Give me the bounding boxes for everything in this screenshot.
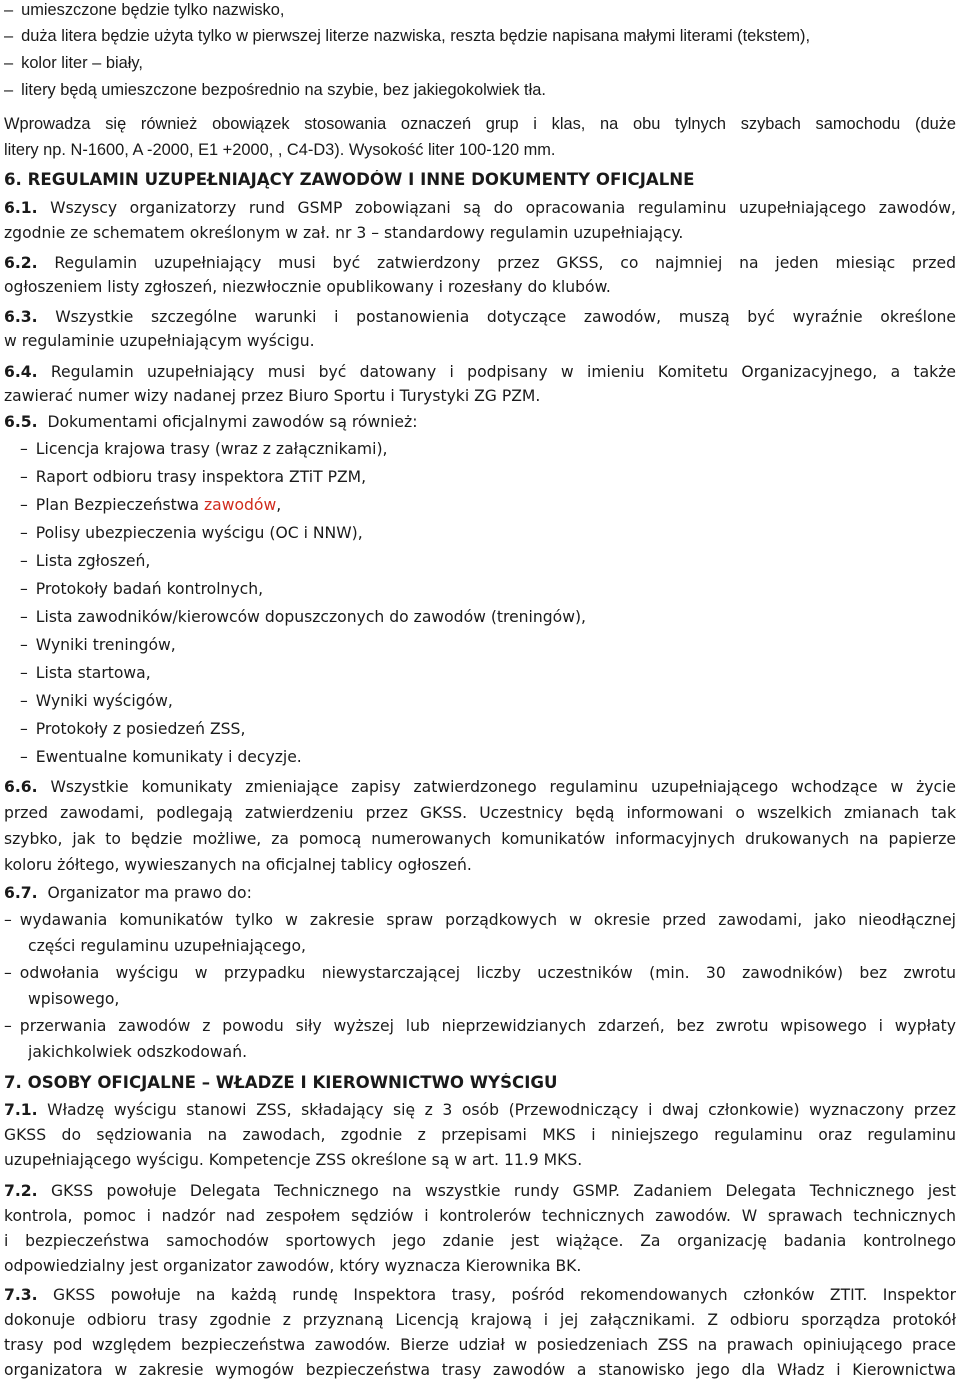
- dash-bullet: –: [20, 440, 28, 458]
- dash-bullet: –: [20, 664, 28, 682]
- list-item: [20, 523, 956, 543]
- highlighted-word: zawodów: [203, 496, 277, 514]
- list-item: [4, 80, 956, 100]
- paragraph-number: 6.3.: [4, 308, 38, 326]
- paragraph-line: trasy pod względem bezpieczeństwa zawodów. Bierze udział w posiedzeniach ZSS na prawach opiniującego prace: [4, 1336, 956, 1354]
- paragraph-line: [4, 253, 956, 273]
- list-item-text: Lista zawodników/kierowców dopuszczonych do zawodów (treningów),: [35, 608, 587, 626]
- paragraph-number: 6.6.: [4, 778, 38, 796]
- list-item-text: Lista startowa,: [35, 664, 151, 682]
- list-item: [4, 1016, 956, 1036]
- list-item: [20, 467, 956, 487]
- paragraph-text: Wszyscy organizatorzy rund GSMP zobowiązani są do opracowania regulaminu uzupełniającego zawodów,: [50, 199, 956, 217]
- list-item: [20, 439, 956, 459]
- dash-bullet: –: [4, 964, 12, 982]
- dash-bullet: –: [20, 692, 28, 710]
- list-item: [20, 747, 956, 767]
- paragraph-line: dokonuje odbioru trasy zgodnie z przyznaną Licencją krajową i jej załącznikami. Z odbioru sporządza protokół: [4, 1311, 956, 1329]
- list-item-text: Wyniki treningów,: [35, 636, 176, 654]
- paragraph-line: GKSS do sędziowania na zawodach, zgodnie z przepisami MKS i niniejszego regulaminu oraz regulaminu: [4, 1126, 956, 1144]
- list-item-suffix: ,: [276, 496, 282, 514]
- paragraph-number: 7.2.: [4, 1182, 38, 1200]
- list-item-text: odwołania wyścigu w przypadku niewystarczającej liczby uczestników (min. 30 zawodników) bez zwrotu: [19, 964, 956, 982]
- list-item: [4, 26, 956, 46]
- list-item: [20, 495, 956, 515]
- dash-bullet: –: [20, 608, 28, 626]
- list-item: [20, 691, 956, 711]
- list-item-text: Ewentualne komunikaty i decyzje.: [35, 748, 302, 766]
- paragraph-line: [4, 362, 956, 382]
- list-item-continuation: części regulaminu uzupełniającego,: [28, 937, 307, 955]
- list-item: [4, 53, 956, 73]
- paragraph-line: w regulaminie uzupełniającym wyścigu.: [4, 332, 315, 350]
- paragraph-line: ogłoszeniem listy zgłoszeń, niezwłocznie opublikowany i rozesłany do klubów.: [4, 278, 611, 296]
- list-item: [20, 635, 956, 655]
- paragraph-line: koloru żółtego, wywieszanych na oficjalnej tablicy ogłoszeń.: [4, 856, 472, 874]
- list-item: [4, 963, 956, 983]
- list-item: [20, 579, 956, 599]
- list-item-text: Wyniki wyścigów,: [35, 692, 173, 710]
- list-item-text: Protokoły badań kontrolnych,: [35, 580, 264, 598]
- dash-bullet: –: [20, 720, 28, 738]
- paragraph-text: Wszystkie szczególne warunki i postanowienia dotyczące zawodów, muszą być wyraźnie określone: [55, 308, 956, 326]
- list-item-text: kolor liter – biały,: [21, 54, 143, 72]
- list-item-text: Lista zgłoszeń,: [35, 552, 151, 570]
- list-item-text: Polisy ubezpieczenia wyścigu (OC i NNW),: [35, 524, 363, 542]
- dash-bullet: –: [4, 81, 14, 99]
- paragraph-line: i bezpieczeństwa samochodów sportowych jego zdanie jest wiążące. Za organizację badania kontrolnego: [4, 1232, 956, 1250]
- paragraph-text: Wszystkie komunikaty zmieniające zapisy zatwierdzonego regulaminu uzupełniającego wchodzące w życie: [50, 778, 956, 796]
- paragraph-line: przed zawodami, podlegają zatwierdzeniu przez GKSS. Uczestnicy będą informowani o wszelkich zmianach tak: [4, 804, 956, 822]
- dash-bullet: –: [4, 911, 12, 929]
- section-heading: 7. OSOBY OFICJALNE – WŁADZE I KIEROWNICTWO WYŚCIGU: [4, 1073, 558, 1092]
- list-item: [4, 0, 956, 20]
- dash-bullet: –: [4, 1017, 12, 1035]
- list-item-text: przerwania zawodów z powodu siły wyższej lub nieprzewidzianych zdarzeń, bez zwrotu wpisowego i wypłaty: [19, 1017, 956, 1035]
- paragraph-line: [4, 1285, 956, 1305]
- list-item-text: umieszczone będzie tylko nazwisko,: [21, 1, 285, 19]
- paragraph-number: 6.7.: [4, 884, 38, 902]
- paragraph-line: [4, 1181, 956, 1201]
- dash-bullet: –: [4, 54, 14, 72]
- paragraph-number: 6.1.: [4, 199, 38, 217]
- dash-bullet: –: [20, 468, 28, 486]
- paragraph-text: GKSS powołuje Delegata Technicznego na wszystkie rundy GSMP. Zadaniem Delegata Technicznego jest: [50, 1182, 956, 1200]
- paragraph-number: 6.5.: [4, 413, 38, 431]
- paragraph-line: kontrola, pomoc i nadzór nad zespołem sędziów i kontrolerów technicznych zawodów. W sprawach technicznych: [4, 1207, 956, 1225]
- paragraph-number: 6.4.: [4, 363, 38, 381]
- section-heading: 6. REGULAMIN UZUPEŁNIAJĄCY ZAWODÓW I INNE DOKUMENTY OFICJALNE: [4, 170, 695, 189]
- paragraph-line: [4, 307, 956, 327]
- list-item: [4, 910, 956, 930]
- paragraph-line: zgodnie ze schematem określonym w zał. nr 3 – standardowy regulamin uzupełniający.: [4, 224, 684, 242]
- list-item-continuation: wpisowego,: [28, 990, 120, 1008]
- dash-bullet: –: [20, 524, 28, 542]
- paragraph-line: [4, 412, 956, 432]
- intro-line: litery np. N-1600, A -2000, E1 +2000, , C4-D3). Wysokość liter 100-120 mm.: [4, 141, 556, 159]
- paragraph-line: [4, 1100, 956, 1120]
- paragraph-line: [4, 198, 956, 218]
- intro-line: Wprowadza się również obowiązek stosowania oznaczeń grup i klas, na obu tylnych szybach samochodu (duże: [4, 115, 956, 133]
- paragraph-text: GKSS powołuje na każdą rundę Inspektora trasy, pośród rekomendowanych członków ZTIT. Inspektor: [53, 1286, 956, 1304]
- paragraph-line: organizatora w zakresie wymogów bezpieczeństwa trasy zawodów a stanowisko jego dla Władz i Kierownictwa: [4, 1361, 956, 1379]
- paragraph-text: Regulamin uzupełniający musi być zatwierdzony przez GKSS, co najmniej na jeden miesiąc przed: [54, 254, 956, 272]
- list-item-text: wydawania komunikatów tylko w zakresie spraw porządkowych w okresie przed zawodami, jako nieodłącznej: [19, 911, 956, 929]
- list-item: [20, 719, 956, 739]
- dash-bullet: –: [20, 496, 28, 514]
- dash-bullet: –: [4, 27, 14, 45]
- list-item: [20, 607, 956, 627]
- paragraph-line: uzupełniającego wyścigu. Kompetencje ZSS określone są w art. 11.9 MKS.: [4, 1151, 583, 1169]
- list-item-text: Raport odbioru trasy inspektora ZTiT PZM,: [35, 468, 367, 486]
- paragraph-line: szybko, jak to będzie możliwe, za pomocą numerowanych komunikatów informacyjnych drukowanych na papierze: [4, 830, 956, 848]
- dash-bullet: –: [4, 1, 14, 19]
- paragraph-text: Władzę wyścigu stanowi ZSS, składający się z 3 osób (Przewodniczący i dwaj członkowie) wyznaczony przez: [47, 1101, 956, 1119]
- list-item-continuation: jakichkolwiek odszkodowań.: [28, 1043, 248, 1061]
- paragraph-number: 7.3.: [4, 1286, 38, 1304]
- paragraph-number: 7.1.: [4, 1101, 38, 1119]
- list-item: [20, 663, 956, 683]
- paragraph-line: odpowiedzialny jest organizator zawodów, który wyznacza Kierownika BK.: [4, 1257, 582, 1275]
- paragraph-line: zawierać numer wizy nadanej przez Biuro Sportu i Turystyki ZG PZM.: [4, 387, 541, 405]
- list-item-text: Plan Bezpieczeństwa: [35, 496, 204, 514]
- dash-bullet: –: [20, 580, 28, 598]
- list-item-text: duża litera będzie użyta tylko w pierwszej literze nazwiska, reszta będzie napisana małymi literami (tekstem),: [21, 27, 811, 45]
- dash-bullet: –: [20, 552, 28, 570]
- paragraph-text: Regulamin uzupełniający musi być datowany i podpisany w imieniu Komitetu Organizacyjnego, a także: [50, 363, 956, 381]
- paragraph-text: Organizator ma prawo do:: [47, 884, 252, 902]
- list-item: [20, 551, 956, 571]
- paragraph-text: Dokumentami oficjalnymi zawodów są również:: [47, 413, 418, 431]
- list-item-text: Licencja krajowa trasy (wraz z załącznikami),: [35, 440, 388, 458]
- list-item-text: litery będą umieszczone bezpośrednio na szybie, bez jakiegokolwiek tła.: [21, 81, 546, 99]
- dash-bullet: –: [20, 636, 28, 654]
- list-item-text: Protokoły z posiedzeń ZSS,: [35, 720, 246, 738]
- paragraph-line: [4, 777, 956, 797]
- dash-bullet: –: [20, 748, 28, 766]
- paragraph-number: 6.2.: [4, 254, 38, 272]
- paragraph-line: [4, 883, 956, 903]
